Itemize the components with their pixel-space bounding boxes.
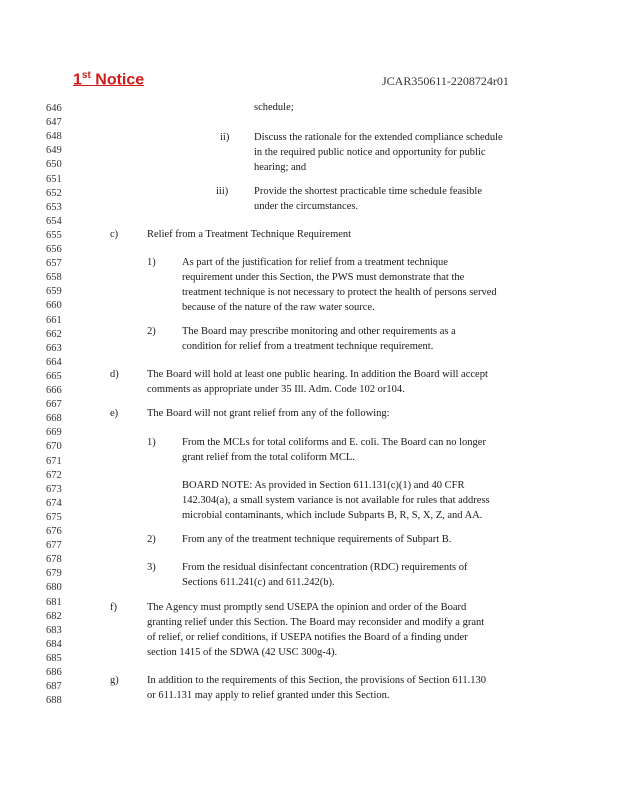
section-f-line-3: of relief, or relief conditions, if USEPA notifies the Board of a finding under — [147, 632, 468, 643]
line-number: 657 — [46, 258, 62, 270]
e1-marker: 1) — [147, 437, 156, 448]
section-g-line-1: In addition to the requirements of this Section, the provisions of Section 611.130 — [147, 675, 487, 686]
item-ii-line-1: Discuss the rationale for the extended compliance schedule — [254, 132, 503, 143]
line-number: 660 — [46, 300, 62, 312]
item-iii-line-1: Provide the shortest practicable time schedule feasible — [254, 186, 483, 197]
section-e-heading: The Board will not grant relief from any of the following: — [147, 408, 390, 419]
text-line-646: schedule; — [254, 102, 294, 113]
section-d-marker: d) — [110, 369, 119, 380]
line-number: 659 — [46, 286, 62, 298]
line-number: 681 — [46, 596, 62, 608]
line-number: 650 — [46, 159, 62, 171]
line-number: 683 — [46, 624, 62, 636]
e3-line-1: From the residual disinfectant concentration (RDC) requirements of — [182, 562, 468, 573]
line-number: 678 — [46, 554, 62, 566]
line-number: 646 — [46, 103, 62, 114]
document-id: JCAR350611-2208724r01 — [382, 74, 509, 88]
e2-marker: 2) — [147, 534, 156, 545]
line-number: 658 — [46, 272, 62, 284]
section-f-line-2: granting relief under this Section. The Board may reconsider and modify a grant — [147, 617, 485, 628]
line-number: 664 — [46, 356, 62, 368]
section-f-line-4: section 1415 of the SDWA (42 USC 300g-4). — [147, 647, 338, 658]
board-note-line-2: 142.304(a), a small system variance is not available for rules that address — [182, 495, 490, 506]
item-ii-line-2: in the required public notice and opportunity for public — [254, 147, 486, 158]
section-c-heading: Relief from a Treatment Technique Requirement — [147, 229, 352, 240]
line-number: 649 — [46, 145, 62, 157]
line-number: 662 — [46, 328, 62, 340]
c2-line-1: The Board may prescribe monitoring and other requirements as a — [182, 326, 456, 337]
c1-line-3: treatment technique is not necessary to protect the health of persons served — [182, 287, 497, 298]
line-number: 666 — [46, 385, 62, 396]
line-number: 648 — [46, 131, 62, 143]
line-number: 677 — [46, 540, 62, 552]
board-note-line-3: microbial contaminants, which include Subparts B, R, S, X, Z, and AA. — [182, 510, 483, 521]
c2-line-2: condition for relief from a treatment technique requirement. — [182, 341, 434, 352]
c2-marker: 2) — [147, 326, 156, 337]
line-number: 668 — [46, 413, 62, 425]
line-number: 653 — [46, 201, 62, 213]
e1-line-1: From the MCLs for total coliforms and E. coli. The Board can no longer — [182, 437, 486, 448]
line-number: 654 — [46, 215, 62, 227]
section-f-marker: f) — [110, 602, 117, 613]
line-number: 686 — [46, 667, 62, 678]
line-number: 655 — [46, 229, 62, 241]
line-number: 688 — [46, 695, 62, 707]
c1-line-1: As part of the justification for relief from a treatment technique — [182, 257, 448, 268]
section-d-line-1: The Board will hold at least one public hearing. In addition the Board will accept — [147, 369, 488, 380]
line-number: 675 — [46, 511, 62, 523]
first-notice-label: 1st Notice — [73, 70, 145, 89]
line-number: 674 — [46, 497, 62, 509]
line-number: 679 — [46, 568, 62, 580]
line-number: 669 — [46, 427, 62, 439]
section-e-marker: e) — [110, 408, 119, 419]
line-number: 671 — [46, 455, 62, 467]
line-number: 661 — [46, 314, 62, 326]
line-number: 670 — [46, 441, 62, 453]
board-note-line-1: BOARD NOTE: As provided in Section 611.131(c)(1) and 40 CFR — [182, 480, 465, 491]
line-number: 685 — [46, 652, 62, 664]
item-ii-line-3: hearing; and — [254, 162, 307, 173]
line-number: 667 — [46, 399, 62, 411]
c1-marker: 1) — [147, 257, 156, 268]
line-number: 672 — [46, 469, 62, 481]
line-number: 680 — [46, 582, 62, 594]
line-number: 665 — [46, 370, 62, 382]
item-ii-marker: ii) — [220, 132, 230, 143]
section-c-marker: c) — [110, 229, 119, 240]
item-iii-marker: iii) — [216, 186, 229, 197]
line-number: 673 — [46, 483, 62, 495]
e3-marker: 3) — [147, 562, 156, 573]
line-number: 647 — [46, 117, 62, 129]
line-number: 663 — [46, 342, 62, 354]
c1-line-2: requirement under this Section, the PWS must demonstrate that the — [182, 272, 465, 283]
line-number: 652 — [46, 187, 62, 199]
e1-line-2: grant relief from the total coliform MCL. — [182, 452, 355, 463]
line-number: 676 — [46, 526, 62, 537]
e2-line-1: From any of the treatment technique requirements of Subpart B. — [182, 534, 452, 545]
c1-line-4: because of the nature of the raw water source. — [182, 302, 375, 313]
e3-line-2: Sections 611.241(c) and 611.242(b). — [182, 577, 335, 588]
section-g-line-2: or 611.131 may apply to relief granted under this Section. — [147, 690, 390, 701]
section-d-line-2: comments as appropriate under 35 Ill. Adm. Code 102 or104. — [147, 384, 405, 395]
section-f-line-1: The Agency must promptly send USEPA the opinion and order of the Board — [147, 602, 467, 613]
section-g-marker: g) — [110, 675, 119, 686]
line-number: 684 — [46, 638, 62, 650]
line-number: 656 — [46, 244, 62, 255]
line-number: 682 — [46, 610, 62, 622]
line-number: 651 — [46, 173, 62, 185]
line-number: 687 — [46, 681, 62, 693]
item-iii-line-2: under the circumstances. — [254, 201, 359, 212]
